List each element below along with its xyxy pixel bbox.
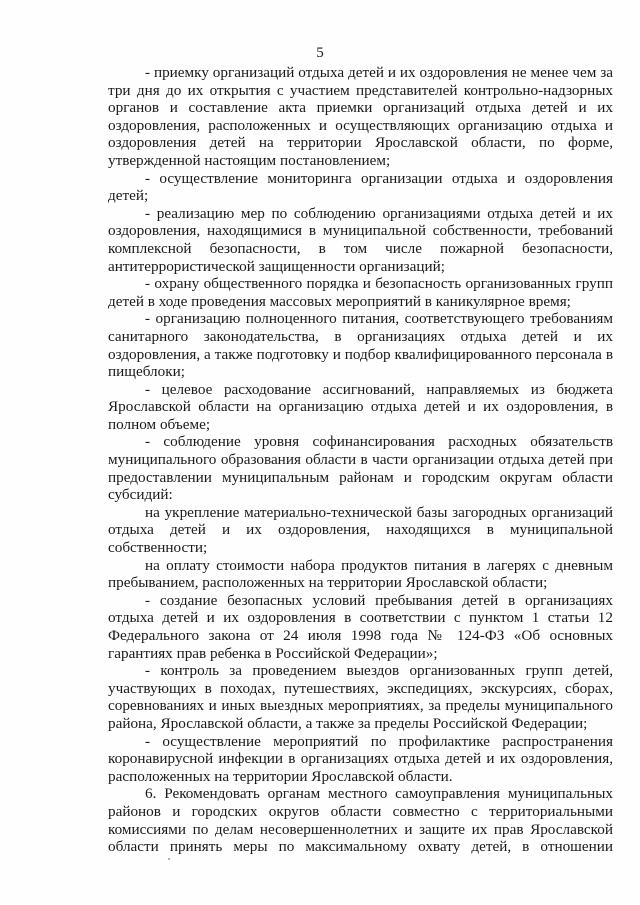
document-body <box>108 64 613 856</box>
scan-speck <box>168 858 170 860</box>
paragraph-safe-conditions: - создание безопасных условий пребывания детей в организациях отдыха детей и их оздоровления в соответствии с пунктом 1 статьи 12 Федерального закона от 24 июля 1998 года № 124-ФЗ «Об основных гарантиях прав ребенка в Российской Федерации»; <box>108 591 613 662</box>
paragraph-material-base: на укрепление материально-технической базы загородных организаций отдыха детей и их оздоровления, находящихся в муниципальной собственности; <box>108 503 613 557</box>
paragraph-safety-measures: - реализацию мер по соблюдению организациями отдыха детей и их оздоровления, находящимися в муниципальной собственности, требований комплексной безопасности, в том числе пожарной безопасности, антитеррористической защищенности организаций; <box>108 204 613 275</box>
page-number: 5 <box>316 45 324 61</box>
paragraph-budget-spending: - целевое расходование ассигнований, направляемых из бюджета Ярославской области на организацию отдыха детей и их оздоровления, в полном объеме; <box>108 380 613 433</box>
paragraph-cofinancing: - соблюдение уровня софинансирования расходных обязательств муниципального образования области в части организации отдыха детей при предоставлении муниципальным районам и городским округам области субсидий: <box>108 433 613 504</box>
paragraph-monitoring: - осуществление мониторинга организации отдыха и оздоровления детей; <box>108 169 613 205</box>
paragraph-food-cost: на оплату стоимости набора продуктов питания в лагерях с дневным пребыванием, расположенных на территории Ярославской области; <box>108 556 613 592</box>
paragraph-acceptance: - приемку организаций отдыха детей и их оздоровления не менее чем за три дня до их открытия с участием представителей контрольно-надзорных органов и составление акта приемки организаций отдыха детей и их оздоровления, расположенных и осуществляющих организацию отдыха и оздоровления детей на территории Ярославской области, по форме, утвержденной настоящим постановлением; <box>108 64 613 169</box>
paragraph-public-order: - охрану общественного порядка и безопасность организованных групп детей в ходе проведения массовых мероприятий в каникулярное время; <box>108 275 613 310</box>
paragraph-recommendation: 6. Рекомендовать органам местного самоуправления муниципальных районов и городских округов области совместно с территориальными комиссиями по делам несовершеннолетних и защите их прав Ярославской области принять меры по максимальному охвату детей, в отношении <box>108 785 613 856</box>
paragraph-nutrition: - организацию полноценного питания, соответствующего требованиям санитарного законодательства, в организациях отдыха детей и их оздоровления, а также подготовку и подбор квалифицированного персонала в пищеблоки; <box>108 310 613 381</box>
paragraph-coronavirus: - осуществление мероприятий по профилактике распространения коронавирусной инфекции в организациях отдыха детей и их оздоровления, расположенных на территории Ярославской области. <box>108 732 613 785</box>
paragraph-trip-control: - контроль за проведением выездов организованных групп детей, участвующих в походах, путешествиях, экспедициях, экскурсиях, сборах, соревнованиях и иных выездных мероприятиях, за пределы муниципального района, Ярославской области, а также за пределы Российской Федерации; <box>108 662 613 732</box>
